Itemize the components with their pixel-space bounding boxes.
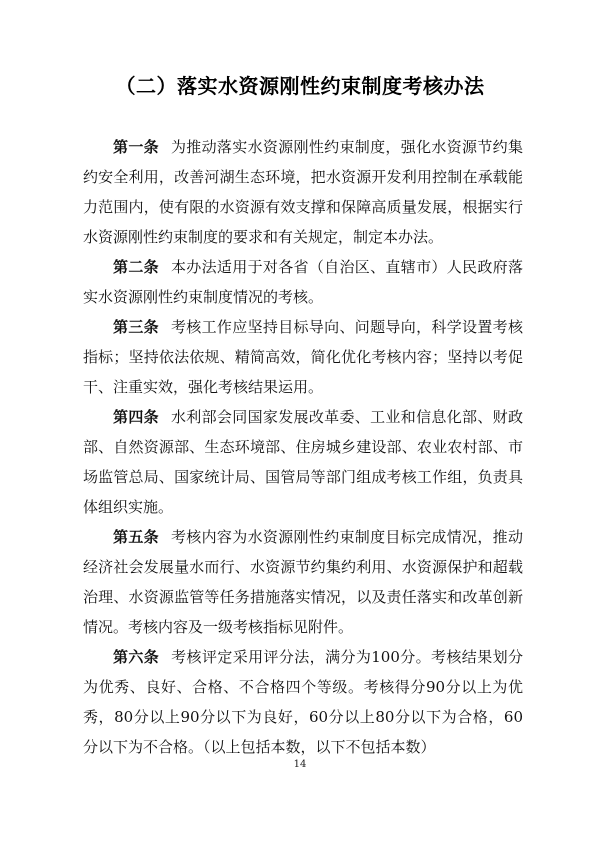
article-4-heading: 第四条 [113, 408, 159, 426]
document-title: （二）落实水资源刚性约束制度考核办法 [115, 74, 485, 98]
article-2-heading: 第二条 [113, 258, 159, 276]
article-3-text: 考核工作应坚持目标导向、问题导向，科学设置考核指标；坚持依法依规、精简高效，简化优化考核内容；坚持以考促干、注重实效，强化考核结果运用。 [83, 318, 523, 396]
article-1 [83, 132, 523, 252]
article-2 [83, 252, 523, 312]
article-2-text: 本办法适用于对各省（自治区、直辖市）人民政府落实水资源刚性约束制度情况的考核。 [83, 258, 523, 306]
article-3-heading: 第三条 [113, 318, 159, 336]
document-body [83, 132, 523, 762]
article-5-text: 考核内容为水资源刚性约束制度目标完成情况，推动经济社会发展量水而行、水资源节约集约利用、水资源保护和超载治理、水资源监管等任务措施落实情况，以及责任落实和改革创新情况。考核内容及一级考核指标见附件。 [83, 528, 523, 636]
article-6-heading: 第六条 [113, 648, 160, 666]
article-5-heading: 第五条 [113, 528, 159, 546]
article-3 [83, 312, 523, 402]
article-6 [83, 642, 523, 762]
article-4 [83, 402, 523, 522]
article-4-text: 水利部会同国家发展改革委、工业和信息化部、财政部、自然资源部、生态环境部、住房城乡建设部、农业农村部、市场监管总局、国家统计局、国管局等部门组成考核工作组，负责具体组织实施。 [83, 408, 523, 516]
article-5 [83, 522, 523, 642]
article-1-text: 为推动落实水资源刚性约束制度，强化水资源节约集约安全利用，改善河湖生态环境，把水资源开发利用控制在承载能力范围内，使有限的水资源有效支撑和保障高质量发展，根据实行水资源刚性约束制度的要求和有关规定，制定本办法。 [83, 138, 523, 246]
article-6-text: 考核评定采用评分法，满分为100分。考核结果划分为优秀、良好、合格、不合格四个等级。考核得分90分以上为优秀，80分以上90分以下为良好，60分以上80分以下为合格，60分以下为不合格。（以上包括本数，以下不包括本数） [83, 648, 523, 756]
article-1-heading: 第一条 [113, 138, 159, 156]
page-number: 14 [293, 759, 307, 770]
